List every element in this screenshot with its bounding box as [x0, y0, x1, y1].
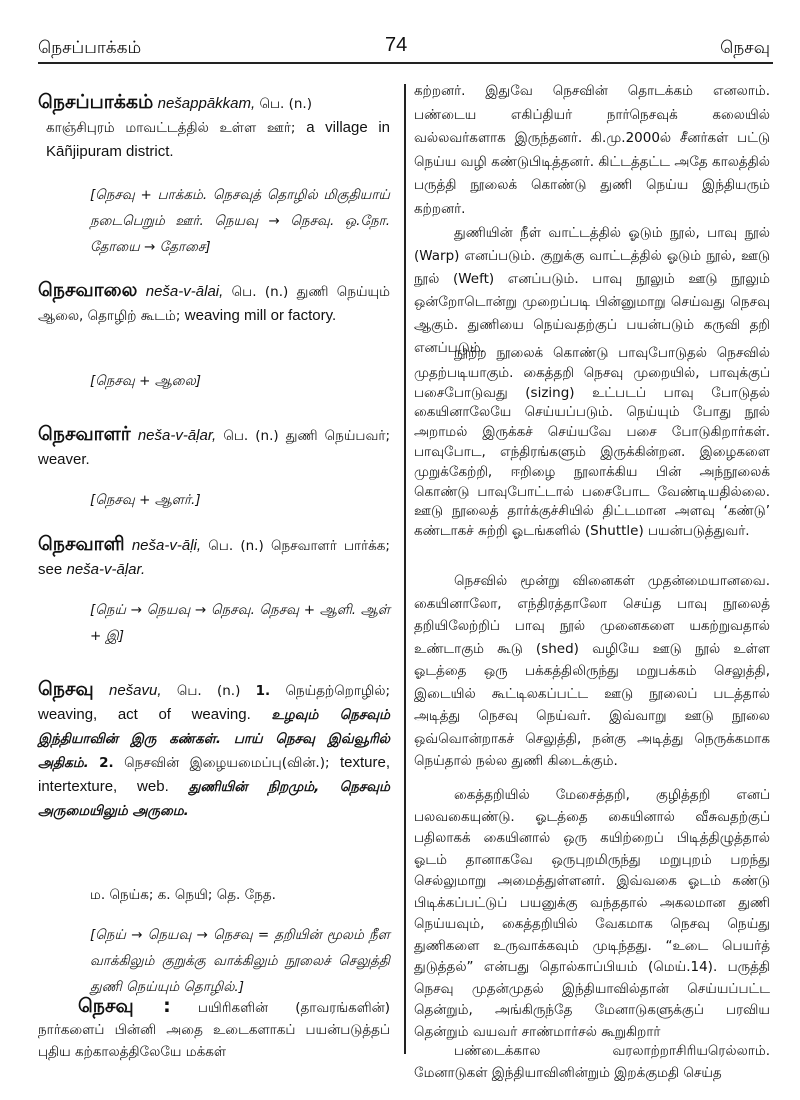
transliteration: nešavu,	[108, 682, 162, 699]
part-of-speech: பெ. (n.)	[176, 683, 241, 699]
usage-example: உழவும் நெசவும் இந்தியாவின் இரு கண்கள். பாய் நெசவு இவ்வூரில் அதிகம்.	[38, 707, 390, 771]
page-number: 74	[385, 34, 408, 56]
running-head-left: நெசப்பாக்கம்	[38, 38, 142, 58]
definition-english: texture, intertexture, web.	[38, 754, 390, 795]
dictionary-entry	[38, 278, 390, 328]
essay-heading: நெசவு :	[78, 995, 171, 1017]
definition-english: a village in Kāñjipuram district.	[46, 119, 390, 160]
definition-tamil: நெசவின் இழையமைப்பு(வின்.);	[124, 755, 330, 771]
transliteration: neša-v-ālai,	[145, 283, 224, 300]
definition-english: weaver.	[38, 451, 90, 468]
definition-english: see	[38, 561, 63, 578]
part-of-speech: பெ. (n.)	[223, 428, 279, 444]
etymology: [நெய் → நெயவு → நெசவு = தறியின் மூலம் நீள வாக்கிலும் குறுக்கு வாக்கிலும் நூலைச் செலுத்தி துணி நெய்யும் தொழில்.]	[90, 927, 390, 995]
etymology: [நெசவு + ஆளர்.]	[90, 492, 201, 508]
essay-paragraph: கற்றனர். இதுவே நெசவின் தொடக்கம் எனலாம். பண்டைய எகிப்தியர் நார்நெசவுக் கலையில் வல்லவர்களாக இருந்தனர். கி.மு.2000ல் சீனர்கள் பட்டு நெய்ய வழி கண்டுபிடித்தனர். கிட்டத்தட்ட அதே காலத்தில் பருத்தி நூலைக் கொண்டு துணி நெய்ய இந்தியரும் கற்றனர்.	[414, 83, 770, 217]
definition-english: weaving mill or factory.	[184, 307, 337, 324]
part-of-speech: பெ. (n.)	[208, 538, 264, 554]
definition-tamil: துணி நெய்யும் ஆலை, தொழிற் கூடம்;	[38, 284, 390, 324]
headword: நெசவாலை	[38, 279, 138, 301]
definition-tamil: காஞ்சிபுரம் மாவட்டத்தில் உள்ள ஊர்;	[46, 120, 296, 136]
headword: நெசவாளர்	[38, 423, 131, 445]
essay-paragraph: பண்டைக்கால வரலாற்றாசிரியரெல்லாம். மேனாடுகள் இந்தியாவினின்றும் இறக்குமதி செய்த	[414, 1043, 770, 1081]
definition-tamil: நெசவாளர் பார்க்க;	[270, 538, 390, 554]
cognates: ம. நெய்க; க. நெயி; தெ. நேத.	[90, 887, 276, 903]
dictionary-entry	[38, 532, 390, 582]
header-rule	[38, 62, 773, 64]
sense-number: 1.	[255, 683, 271, 699]
essay-paragraph: நூற்ற நூலைக் கொண்டு பாவுபோடுதல் நெசவில் முதற்படியாகும். கைத்தறி நெசவு முறையில், பாவுக்குப் பசைபோடுவது (sizing) உட்படப் பாவு போடுதல் கையினாலேயே செய்யப்படும். நெய்யும் போது நூல் அறாமல் இருக்கச் செய்யவே பசை போடுகிறார்கள். பாவுபோட, எந்திரங்களும் இருக்கின்றன. இழைகளை முறுக்கேற்றி, ஈறிழை நூலாக்கிய பின் அந்நூலைக் கொண்டு பாவுபோட்டால் பசைபோட வேண்டியதில்லை. ஊடு நூலைத் தார்க்குச்சியில் திட்டமான அளவு ‘கண்டு’ கண்டாகச் சுற்றி ஓடங்களில் (Shuttle) பயன்படுத்துவர்.	[414, 345, 770, 540]
essay-intro	[38, 995, 390, 1063]
dictionary-entry	[38, 677, 390, 823]
definition-english: weaving, act of weaving.	[38, 706, 251, 723]
transliteration: neša-v-āḷar,	[137, 427, 217, 444]
column-divider	[404, 84, 406, 1054]
dictionary-entry	[38, 422, 390, 472]
essay-paragraph: நெசவில் மூன்று வினைகள் முதன்மையானவை. கையினாலோ, எந்திரத்தாலோ செய்த பாவு நூலைத் தறியிலேற்றிப் பாவு நூல் முனைகளை யகற்றுவதால் உண்டாகும் கூடு (shed) வழியே ஊடு நூல் உள்ள ஓடத்தை ஒரு பக்கத்திலிருந்து மறுபக்கம் செலுத்தி, இடையில் கூட்டிலகப்பட்ட ஊடு நூலைப் படத்தால் அடித்து நெசவு நெய்வர். இவ்வாறு ஊடு நூலை ஒவ்வொன்றாகச் செலுத்தி, நன்கு அடித்து நெருக்கமாக நெய்தால் நல்ல துணி கிடைக்கும்.	[414, 573, 770, 769]
transliteration: nešappākkam,	[157, 95, 256, 112]
headword: நெசவு	[38, 678, 94, 700]
sense-number: 2.	[99, 755, 114, 771]
part-of-speech: பெ. (n.)	[259, 96, 312, 112]
usage-example: துணியின் நிறமும், நெசவும் அருமையிலும் அருமை.	[38, 779, 391, 819]
essay-paragraph: துணியின் நீள் வாட்டத்தில் ஓடும் நூல், பாவு நூல் (Warp) எனப்படும். குறுக்கு வாட்டத்தில் ஓடும் நூல், ஊடு நூல் (Weft) எனப்படும். பாவு நூலும் ஊடு நூலும் ஒன்றோடொன்று முறைப்படி பின்னுமாறு செய்வது நெசவு ஆகும். துணியை நெய்வதற்குப் பயன்படும் கருவி தறி எனப்படும்.	[414, 225, 770, 356]
essay-text: பயிரிகளின் (தாவரங்களின்) நார்களைப் பின்னி அதை உடைகளாகப் பயன்படுத்தப் புதிய கற்காலத்திலேயே மக்கள்	[38, 1000, 390, 1060]
headword: நெசவாளி	[38, 533, 125, 555]
part-of-speech: பெ. (n.)	[231, 284, 289, 300]
etymology: [நெசவு + பாக்கம். நெசவுத் தொழில் மிகுதியாய் நடைபெறும் ஊர். நெயவு → நெசவு. ஒ.நோ. தோயை → தோசை]	[90, 187, 390, 255]
headword: நெசப்பாக்கம்	[38, 91, 154, 113]
cross-reference: neša-v-āḷar.	[66, 561, 146, 578]
essay-paragraph: கைத்தறியில் மேசைத்தறி, குழித்தறி எனப் பலவகையுண்டு. ஓடத்தை கையினால் வீசுவதற்குப் பதிலாகக் கையினால் ஒரு கயிற்றைப் பிடித்திழுத்தால் ஓடம் தானாகவே ஒருபுறமிருந்து மறுபுறம் பறந்து செல்லுமாறு அமைத்துள்ளனர். இவ்வகை ஓடம் கண்டு பிடிக்கப்பட்டுப் பயனுக்கு வந்ததால் அகலமான துணி நெய்யவும், கைத்தறியில் வேகமாக நெசவு நெய்து துணிகளை உருவாக்கவும் முடிந்தது. “உடை பெயர்த் துடுத்தல்” என்பது தொல்காப்பியம் (மெய்.14). பருத்தி நெசவு முதன்முதல் இந்தியாவில்தான் செய்யப்பட்ட தென்றும், அங்கிருந்தே மேனாடுகளுக்குப் பரவிய தென்றும் வயவர் சாண்மார்சல் கூறுகிறார்	[414, 787, 770, 1040]
definition-tamil: நெய்தற்றொழில்;	[285, 683, 390, 699]
definition-tamil: துணி நெய்பவர்;	[285, 428, 390, 444]
dictionary-entry	[38, 90, 390, 164]
etymology: [நெசவு + ஆலை]	[90, 373, 202, 389]
running-head-right: நெசவு	[720, 38, 770, 58]
transliteration: neša-v-āḷi,	[131, 537, 202, 554]
etymology: [நெய் → நெயவு → நெசவு. நெசவு + ஆளி. ஆள் + இ]	[90, 602, 390, 644]
